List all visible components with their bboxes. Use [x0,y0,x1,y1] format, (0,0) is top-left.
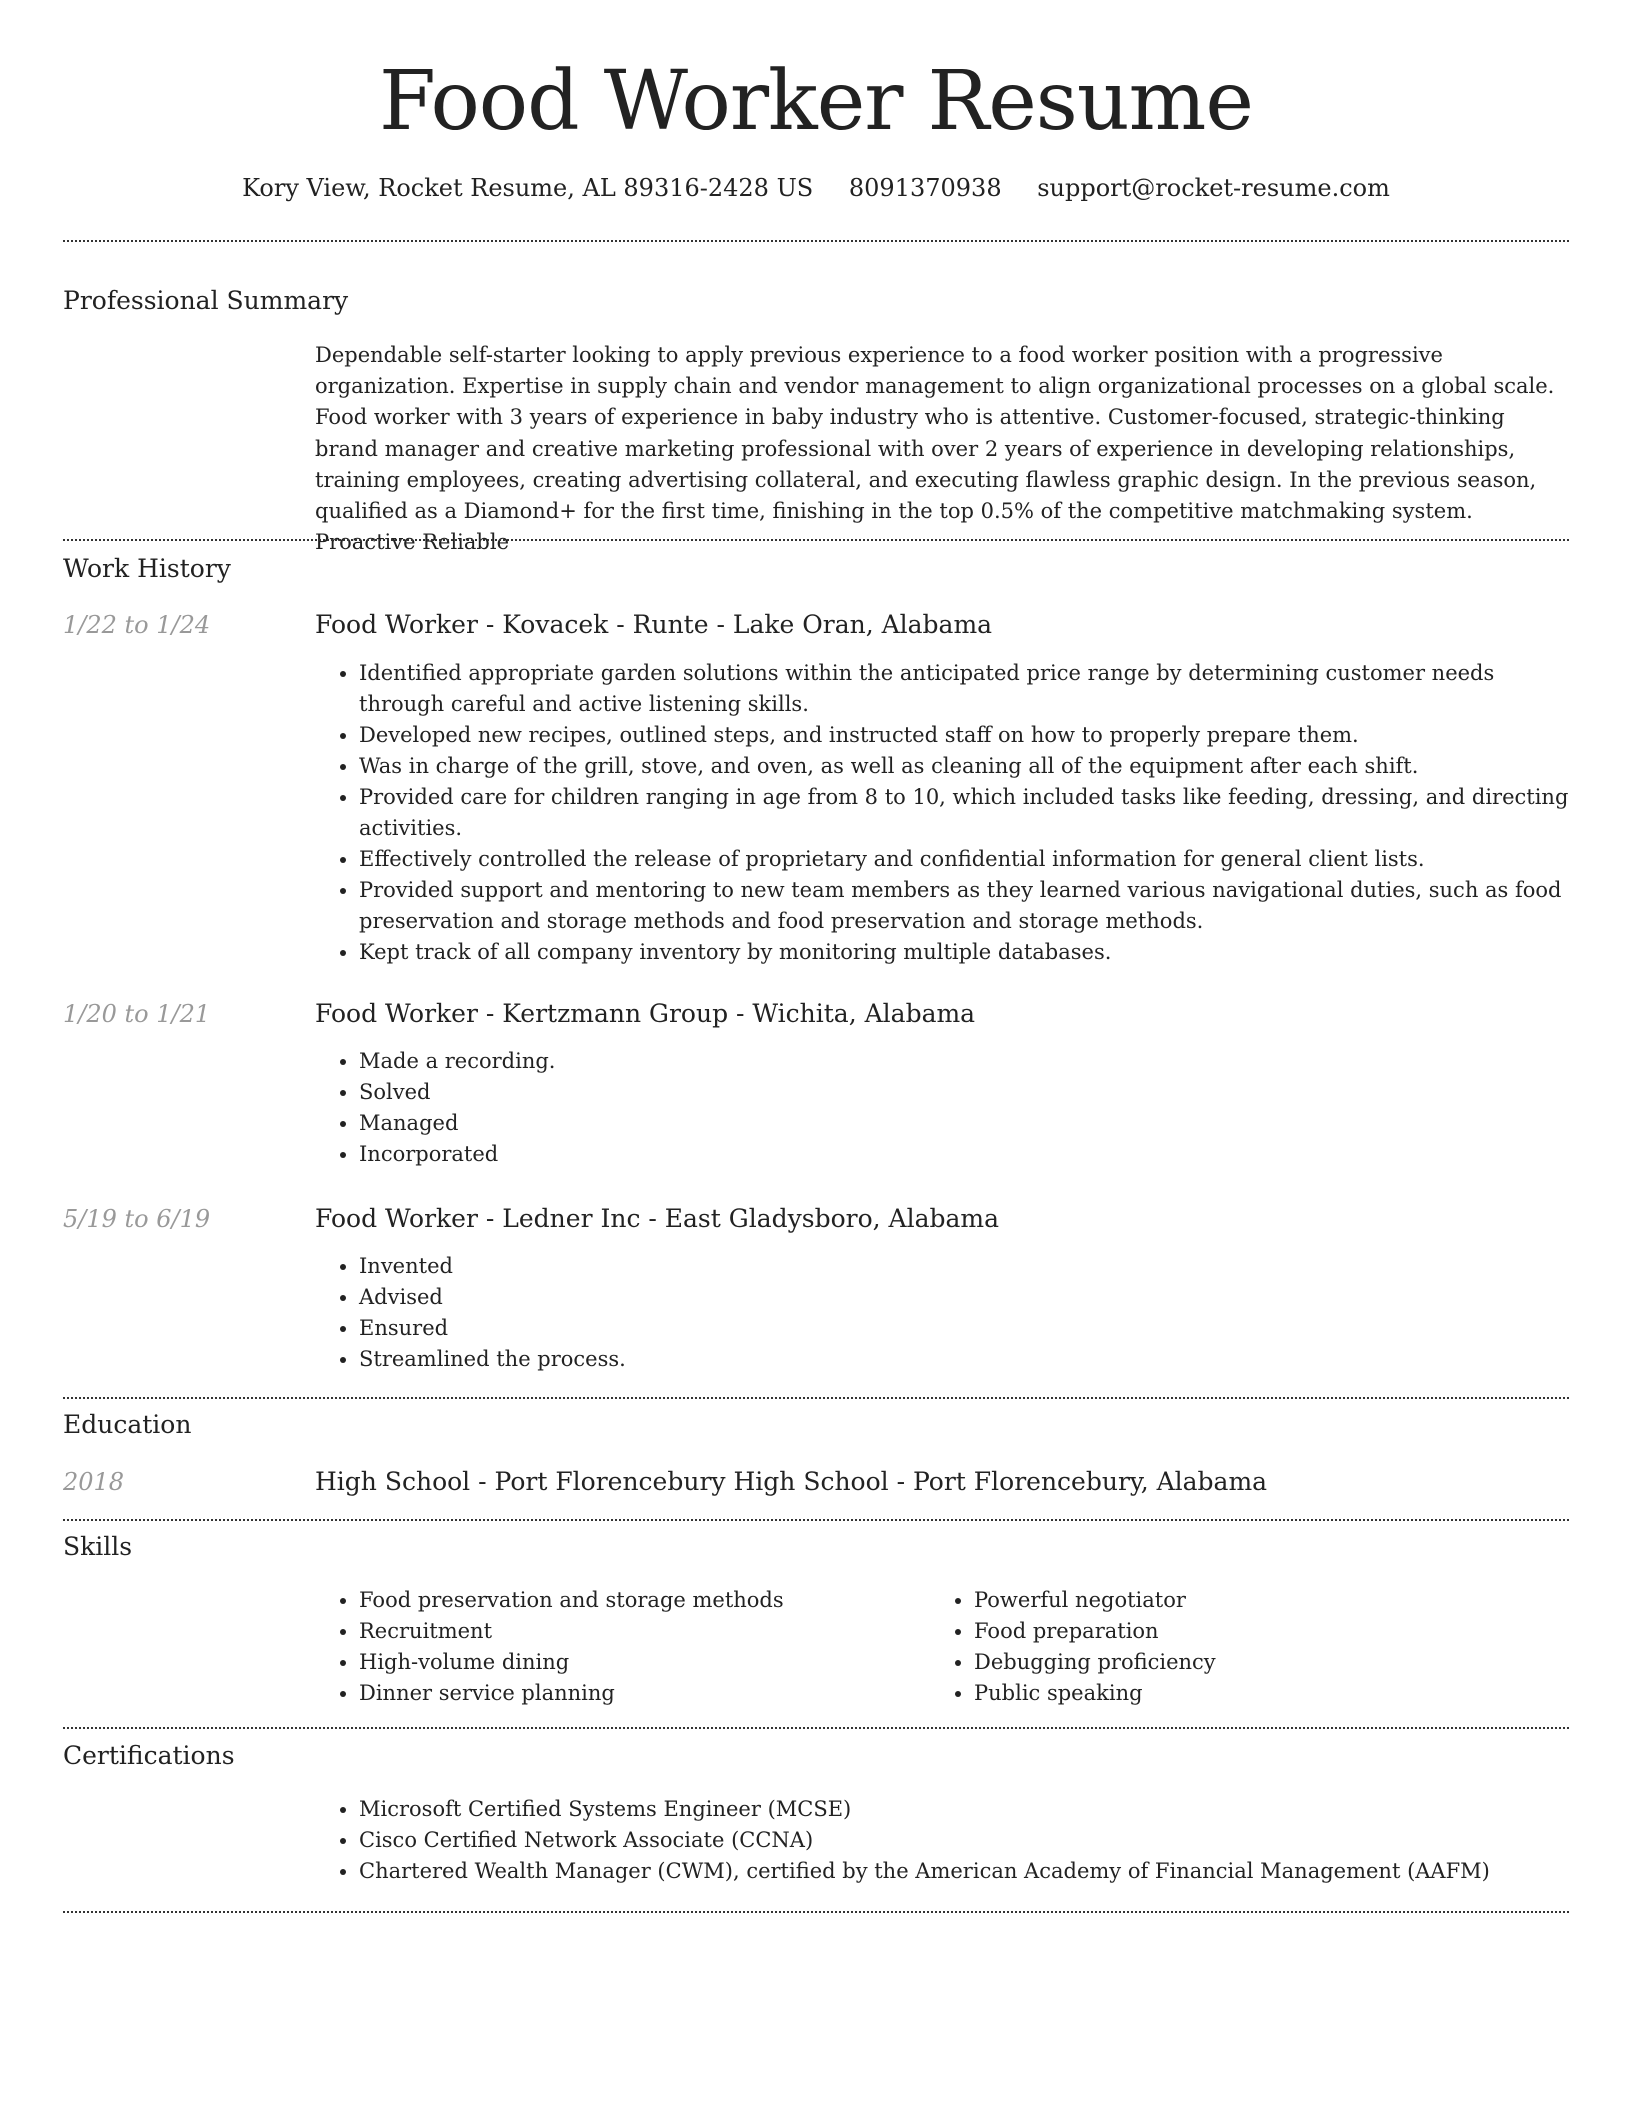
resume-title: Food Worker Resume [379,54,1253,149]
divider [63,1727,1569,1729]
skill-item: • High-volume dining [359,1647,919,1678]
certification-item: • Chartered Wealth Manager (CWM), certified by the American Academy of Financial Management (AAFM) [359,1856,1569,1887]
divider [63,1397,1569,1399]
job-bullet: • Invented [359,1251,1569,1282]
skill-item: • Food preservation and storage methods [359,1585,919,1616]
summary-text: Dependable self-starter looking to apply previous experience to a food worker position with a progressive organization. Expertise in supply chain and vendor management to align organizational processes on a global scale. Food worker with 3 years of experience in baby industry who is attentive. Customer-focused, strategic-thinking brand manager and creative marketing professional with over 2 years of experience in developing relationships, training employees, creating advertising collateral, and executing flawless graphic design. In the previous season, qualified as a Diamond+ for the first time, finishing in the top 0.5% of the competitive matchmaking system. Proactive Reliable [315,343,1555,555]
divider [63,539,1569,541]
job-bullet: • Developed new recipes, outlined steps, and instructed staff on how to properly prepare them. [359,720,1569,751]
education-heading: Education [63,1410,192,1439]
job-bullet: • Identified appropriate garden solutions within the anticipated price range by determining customer needs through careful and active listening skills. [359,658,1569,720]
job-bullet: • Provided care for children ranging in age from 8 to 10, which included tasks like feeding, dressing, and directing activities. [359,782,1569,844]
job-bullets [315,1046,1569,1170]
job-bullet: • Solved [359,1077,1569,1108]
job-bullet: • Kept track of all company inventory by monitoring multiple databases. [359,937,1569,968]
skill-item: • Dinner service planning [359,1678,919,1709]
job-title: Food Worker - Kertzmann Group - Wichita, Alabama [315,999,976,1028]
job-bullet: • Managed [359,1108,1569,1139]
job-bullet: • Made a recording. [359,1046,1569,1077]
certification-item: • Cisco Certified Network Associate (CCNA) [359,1825,1569,1856]
skill-item: • Food preparation [974,1616,1534,1647]
contact-line [0,168,1632,208]
job-bullet: • Provided support and mentoring to new team members as they learned various navigational duties, such as food preservation and storage methods and food preservation and storage methods. [359,875,1569,937]
education-year: 2018 [63,1468,125,1496]
phone: 8091370938 [848,174,1002,202]
job-bullets [315,1251,1569,1375]
job-dates: 1/22 to 1/24 [63,611,211,639]
skills-heading: Skills [63,1532,133,1561]
skill-item: • Debugging proficiency [974,1647,1534,1678]
divider [63,240,1569,242]
job-bullet: • Advised [359,1282,1569,1313]
job-title: Food Worker - Ledner Inc - East Gladysboro, Alabama [315,1204,1000,1233]
summary-heading: Professional Summary [63,286,349,315]
job-title: Food Worker - Kovacek - Runte - Lake Oran, Alabama [315,610,993,639]
job-bullets [315,658,1569,968]
job-dates: 1/20 to 1/21 [63,1000,211,1028]
divider [63,1519,1569,1521]
skill-item: • Recruitment [359,1616,919,1647]
skill-item: • Powerful negotiator [974,1585,1534,1616]
job-bullet: • Incorporated [359,1139,1569,1170]
job-bullet: • Effectively controlled the release of proprietary and confidential information for general client lists. [359,844,1569,875]
work-history-heading: Work History [63,554,231,583]
certification-item: • Microsoft Certified Systems Engineer (MCSE) [359,1794,1569,1825]
education-entry: High School - Port Florencebury High School - Port Florencebury, Alabama [315,1467,1268,1496]
divider [63,1911,1569,1913]
email: support@rocket-resume.com [1037,174,1390,202]
job-bullet: • Was in charge of the grill, stove, and oven, as well as cleaning all of the equipment after each shift. [359,751,1569,782]
skill-item: • Public speaking [974,1678,1534,1709]
job-bullet: • Ensured [359,1313,1569,1344]
certifications-list [315,1794,1569,1887]
job-bullet: • Streamlined the process. [359,1344,1569,1375]
certifications-heading: Certifications [63,1741,235,1770]
address: Kory View, Rocket Resume, AL 89316-2428 US [242,174,814,202]
skills-list-left [315,1585,919,1709]
skills-list-right [930,1585,1534,1709]
job-dates: 5/19 to 6/19 [63,1205,211,1233]
